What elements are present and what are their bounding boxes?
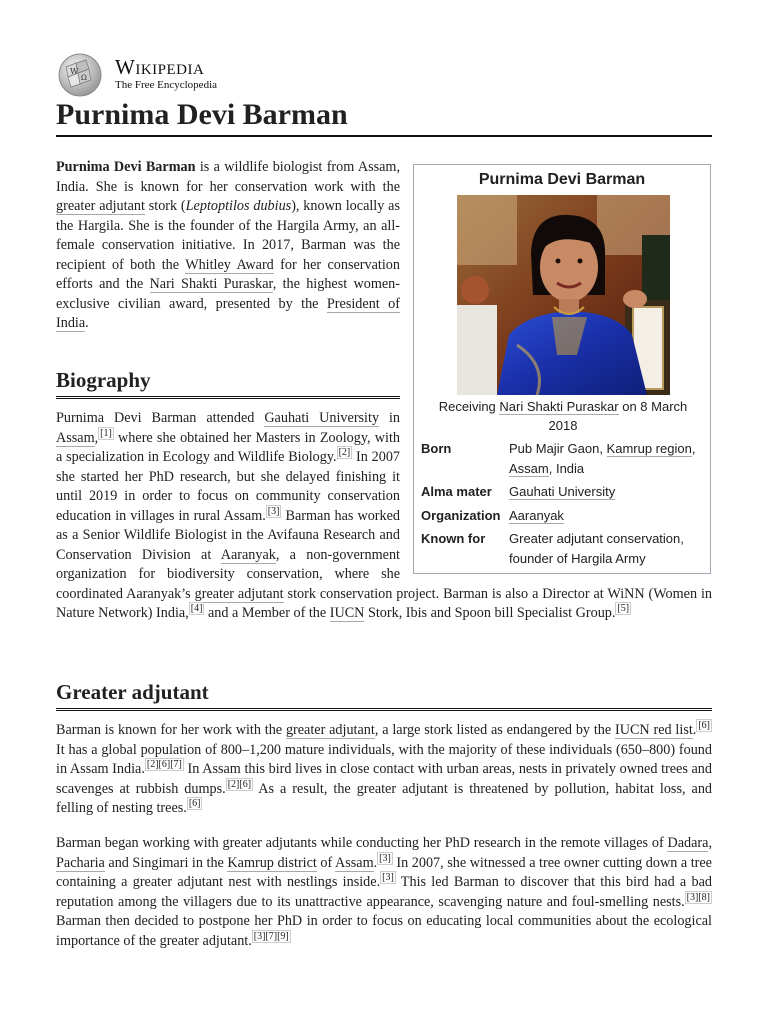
bio-text: Stork, Ibis and Spoon bill Specialist Group. (364, 605, 616, 621)
section-heading-greater-adjutant: Greater adjutant (56, 679, 712, 711)
citation-ref[interactable]: [2][6][7] (146, 759, 182, 771)
citation-ref[interactable]: [6] (188, 798, 201, 810)
bio-text: Barman has worked as a Senior Wildlife Biologist in the Avifauna Research and Conservation Division at (56, 507, 401, 563)
infobox (413, 164, 711, 574)
greater-adjutant-paragraph-2 (56, 834, 712, 951)
section-heading-biography: Biography (56, 367, 400, 399)
greater-adjutant-paragraph-1 (56, 721, 712, 819)
page-title: Purnima Devi Barman (56, 97, 712, 137)
caption-text: Receiving (438, 399, 500, 414)
wikipedia-globe-logo[interactable] (56, 53, 104, 97)
intro-text: stork ( (144, 198, 186, 214)
ga-text: In Assam this bird lives in close contact with urban areas, nests in privately owned trees and scavenges at rubbish dumps. (56, 761, 712, 797)
ga-text: , (708, 835, 712, 851)
assam-link[interactable]: Assam (335, 854, 374, 871)
ga-text: Barman began working with greater adjutants while conducting her PhD research in the remote villages of (56, 835, 668, 851)
ga-text: As a result, the greater adjutant is threatened by pollution, habitat loss, and felling of nesting trees. (56, 780, 713, 816)
aaranyak-link[interactable]: Aaranyak (509, 508, 564, 523)
born-text: , (691, 441, 696, 456)
born-text: Pub Majir Gaon, (509, 441, 607, 456)
intro-text: . (85, 315, 89, 331)
citation-ref[interactable]: [2] (338, 447, 351, 459)
bio-text: In 2007 she started her PhD research, but she delayed finishing it until 2019 in order to focus on community conservation education in villages in rural Assam. (56, 449, 401, 524)
kamrup-region-link[interactable]: Kamrup region (606, 441, 692, 456)
bio-text: , a non-government organization for biodiversity conservation, where she coordinated Aaranyak’s (56, 546, 400, 602)
whitley-award-link[interactable]: Whitley Award (185, 256, 274, 273)
nari-shakti-puraskar-link[interactable]: Nari Shakti Puraskar (149, 276, 273, 292)
pacharia-link[interactable]: Pacharia (56, 854, 105, 871)
bio-text: in (379, 410, 401, 426)
bio-text: , (94, 429, 99, 446)
citation-ref[interactable]: [6] (698, 720, 710, 732)
ga-text: . (373, 854, 378, 871)
ga-text: Barman then decided to postpone her PhD in order to focus on educating local communities about the ecological importance of the greater adjutant. (56, 913, 712, 949)
infobox-value-alma-mater (509, 482, 707, 502)
citation-ref[interactable]: [5] (617, 603, 630, 615)
president-of-india-link[interactable]: President of India (56, 295, 400, 331)
citation-ref[interactable]: [3] (267, 505, 280, 517)
svg-text:Ω: Ω (81, 74, 87, 82)
nari-shakti-puraskar-link[interactable]: Nari Shakti Puraskar (499, 399, 619, 414)
wikipedia-tagline: The Free Encyclopedia (115, 79, 218, 91)
greater-adjutant-link[interactable]: greater adjutant (285, 722, 375, 738)
infobox-label-known-for: Known for (421, 531, 486, 546)
citation-ref[interactable]: [3] (382, 872, 394, 884)
intro-text: , the highest women-exclusive civilian award, presented by the (56, 276, 400, 312)
greater-adjutant-link[interactable]: greater adjutant (194, 585, 284, 602)
bio-text: stork conservation project. Barman is also a Director at WiNN (Women in Nature Network) India, (56, 585, 712, 621)
citation-ref[interactable]: [4] (190, 603, 203, 615)
scientific-name: Leptoptilos dubius (185, 198, 292, 214)
ga-text: and Singimari in the (104, 854, 228, 871)
gauhati-university-link[interactable]: Gauhati University (264, 410, 380, 426)
bio-text: where she obtained her Masters in Zoology, with a specialization in Ecology and Wildlife Biology. (56, 429, 400, 465)
gauhati-university-link[interactable]: Gauhati University (509, 484, 616, 499)
ga-text: . (692, 722, 697, 738)
intro-paragraph (56, 158, 400, 334)
ga-text: This led Barman to discover that this bird had a bad reputation among the villagers due to its unattractive appearance, scavenging nature and foul-smelling nests. (56, 874, 712, 910)
citation-ref[interactable]: [3] (379, 852, 391, 864)
infobox-label-born: Born (421, 441, 452, 456)
intro-text: is a wildlife biologist from Assam, India. She is known for her conservation work with the (56, 159, 400, 195)
ga-text: It has a global population of 800–1,200 mature individuals, with the majority of these individuals (650–800) found in Assam India. (56, 741, 712, 777)
ga-text: , a large stork listed as endangered by the (374, 722, 615, 738)
iucn-red-list-link[interactable]: IUCN red list (615, 722, 693, 738)
intro-text: ), known locally as the Hargila. She is the founder of the Hargila Army, an all-female conservation initiative. In 2017, Barman was the recipient of both the (56, 198, 400, 273)
greater-adjutant-link[interactable]: greater adjutant (56, 198, 145, 214)
infobox-value-organization (509, 506, 707, 526)
infobox-caption (426, 397, 700, 435)
citation-ref[interactable]: [3][8] (686, 891, 710, 903)
infobox-value-born (509, 439, 707, 478)
intro-text: for her conservation efforts and the (56, 256, 400, 292)
ga-text: Barman is known for her work with the (56, 722, 286, 738)
dadara-link[interactable]: Dadara (667, 835, 709, 851)
aaranyak-link[interactable]: Aaranyak (220, 546, 276, 563)
infobox-label-organization: Organization (421, 508, 501, 523)
kamrup-district-link[interactable]: Kamrup district (227, 854, 317, 871)
born-text: , India (548, 460, 585, 476)
citation-ref[interactable]: [1] (100, 427, 112, 439)
assam-link[interactable]: Assam (56, 429, 95, 446)
infobox-value-known-for: Greater adjutant conservation, founder of Hargila Army (509, 531, 684, 566)
svg-text:W: W (70, 67, 79, 76)
citation-ref[interactable]: [3][7][9] (253, 930, 289, 942)
subject-name: Purnima Devi Barman (56, 159, 196, 175)
infobox-photo[interactable] (457, 195, 670, 395)
assam-link[interactable]: Assam (509, 460, 549, 476)
iucn-link[interactable]: IUCN (329, 605, 365, 621)
ga-text: In 2007, she witnessed a tree owner cutting down a tree containing a greater adjutant nest with nestlings inside. (56, 854, 712, 890)
bio-text: Purnima Devi Barman attended (56, 410, 265, 426)
citation-ref[interactable]: [2][6] (227, 778, 252, 790)
bio-text: and a Member of the (204, 605, 330, 621)
caption-text: on 8 March 2018 (548, 399, 688, 433)
wikipedia-wordmark[interactable]: Wikipedia (115, 55, 205, 79)
infobox-title: Purnima Devi Barman (478, 171, 646, 188)
infobox-label-alma-mater: Alma mater (421, 484, 492, 499)
ga-text: of (316, 854, 335, 871)
